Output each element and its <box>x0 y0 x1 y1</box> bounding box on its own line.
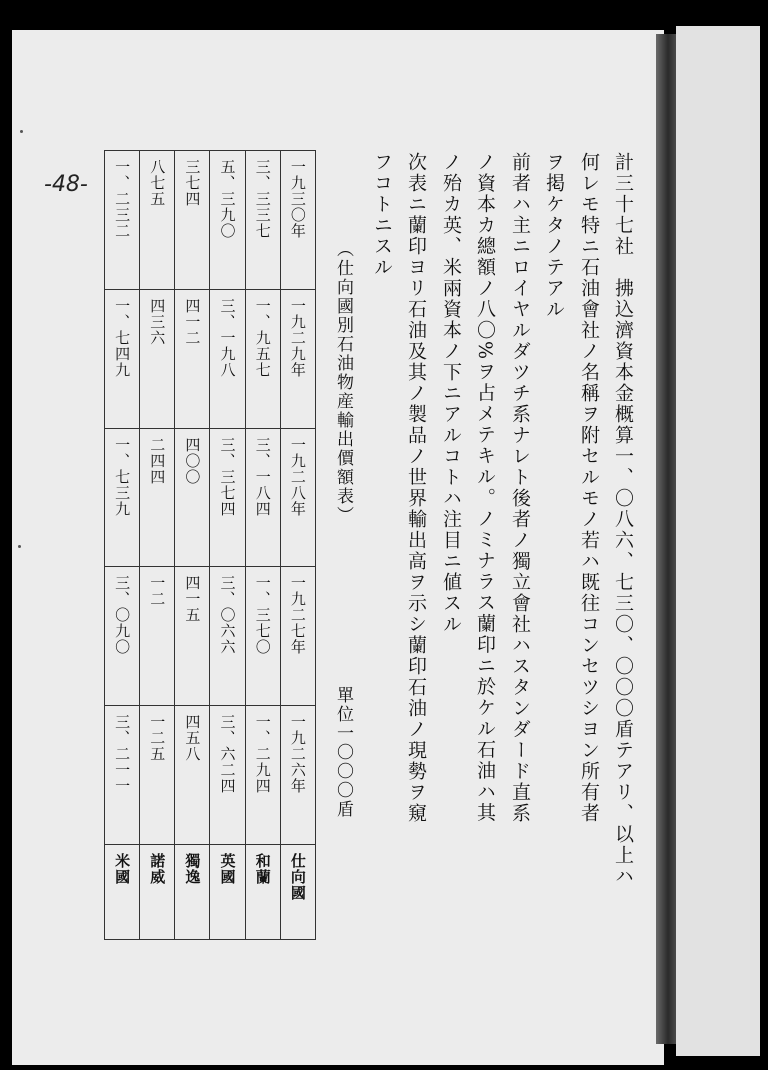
table-cell: 三、三三七 <box>245 151 280 290</box>
text-column-3: ヲ掲ケタノテアル <box>543 152 565 320</box>
table-cell: 三、六二四 <box>210 706 245 845</box>
table-cell: 四〇〇 <box>175 428 210 567</box>
table-cell: 八七五 <box>140 151 175 290</box>
paper-speck <box>18 545 21 548</box>
table-cell: 一、二九四 <box>245 706 280 845</box>
table-cell: 四一五 <box>175 567 210 706</box>
year-header: 一九二八年 <box>280 428 315 567</box>
table-cell: 四一二 <box>175 289 210 428</box>
table-row <box>105 289 316 428</box>
country-header: 獨逸 <box>175 845 210 940</box>
table-row <box>105 151 316 290</box>
table-cell: 一、九五七 <box>245 289 280 428</box>
year-header: 一九二九年 <box>280 289 315 428</box>
table-row <box>105 567 316 706</box>
table-cell: 一二 <box>140 567 175 706</box>
text-column-5: ノ資本カ總額ノ八〇%ヲ占メテキル。ノミナラス蘭印ニ於ケル石油ハ其 <box>474 152 496 824</box>
table-cell: 三、〇六六 <box>210 567 245 706</box>
facing-page-edge <box>676 26 760 1056</box>
text-column-7: 次表ニ蘭印ヨリ石油及其ノ製品ノ世界輸出高ヲ示シ蘭印石油ノ現勢ヲ窺 <box>405 152 427 824</box>
paper-speck <box>20 130 23 133</box>
table-cell: 四三六 <box>140 289 175 428</box>
table-cell: 三、一九八 <box>210 289 245 428</box>
table-cell: 一二五 <box>140 706 175 845</box>
table-cell: 三七四 <box>175 151 210 290</box>
unit-label: 單位一〇〇〇盾 <box>333 686 353 819</box>
table-cell: 四五八 <box>175 706 210 845</box>
table-cell: 一、二三二 <box>105 151 140 290</box>
text-column-6: ノ殆カ英、米兩資本ノ下ニアルコトハ注目ニ値スル <box>440 152 462 635</box>
year-header: 一九二七年 <box>280 567 315 706</box>
oil-export-table <box>104 150 316 940</box>
year-header: 一九三〇年 <box>280 151 315 290</box>
table-cell: 三、二一一 <box>105 706 140 845</box>
table-cell: 五、三九〇 <box>210 151 245 290</box>
table-cell: 一、三七〇 <box>245 567 280 706</box>
table-cell: 三、一八四 <box>245 428 280 567</box>
text-column-1: 計三十七社 拂込濟資本金概算一、〇八六、七三〇、〇〇〇盾テアリ、以上ハ <box>612 152 634 887</box>
table-cell: 三、〇九〇 <box>105 567 140 706</box>
table-cell: 一、七四九 <box>105 289 140 428</box>
page-number: -48- <box>44 172 88 197</box>
text-column-4: 前者ハ主ニロイヤルダツチ系ナレト後者ノ獨立會社ハスタンダード直系 <box>509 152 531 824</box>
table-row <box>105 706 316 845</box>
table-header-row <box>105 845 316 940</box>
table-cell: 二四四 <box>140 428 175 567</box>
text-column-2: 何レモ特ニ石油會社ノ名稱ヲ附セルモノ若ハ既往コンセツシヨン所有者 <box>578 152 600 824</box>
corner-header: 仕向國 <box>280 845 315 940</box>
country-header: 諾威 <box>140 845 175 940</box>
country-header: 和蘭 <box>245 845 280 940</box>
table-row <box>105 428 316 567</box>
year-header: 一九二六年 <box>280 706 315 845</box>
text-column-8: フコトニスル <box>371 152 393 278</box>
table-title: （仕向國別石油物産輸出價額表） <box>333 240 353 525</box>
table-cell: 三、三七四 <box>210 428 245 567</box>
country-header: 英國 <box>210 845 245 940</box>
table-cell: 一、七三九 <box>105 428 140 567</box>
country-header: 米國 <box>105 845 140 940</box>
